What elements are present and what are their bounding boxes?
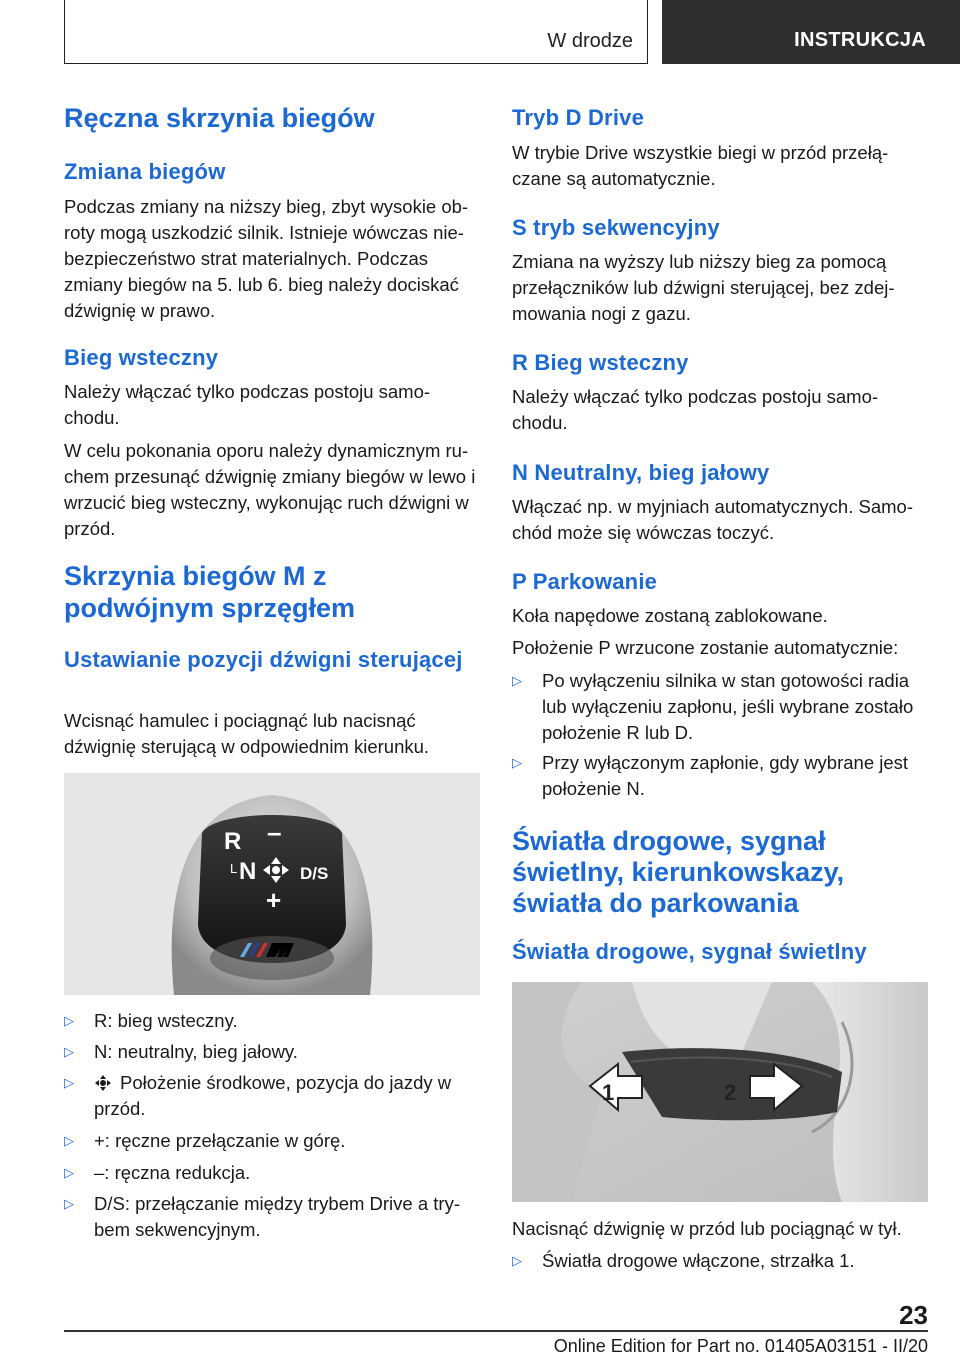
- heading-dct: Skrzynia biegów M z podwójnym sprzęgłem: [64, 561, 356, 623]
- triangle-bullet-icon: ▷: [512, 673, 522, 688]
- header-tab: [662, 0, 960, 64]
- heading-gear-change: Zmiana biegów: [64, 159, 226, 184]
- turn-signal-stalk-image: [512, 982, 928, 1202]
- svg-text:1: 1: [602, 1080, 615, 1105]
- paragraph-park-2: Położenie P wrzucone zostanie automatycznie:: [512, 637, 899, 658]
- header-section-title: W drodze: [547, 30, 633, 52]
- gear-label-ds: D/S: [300, 864, 329, 883]
- heading-r-reverse: R Bieg wsteczny: [512, 350, 689, 375]
- paragraph-sequential-mode: Zmiana na wyższy lub niższy bieg za pomocą przełączników lub dźwigni sterującej, bez zdej-mowania nogi z gazu.: [512, 251, 895, 324]
- edition-note: Online Edition for Part no. 01405A03151 - II/20: [553, 1336, 928, 1356]
- paragraph-drive-mode: W trybie Drive wszystkie biegi w przód przełą-czane są automatycznie.: [512, 142, 889, 189]
- triangle-bullet-icon: ▷: [64, 1075, 74, 1090]
- page-number: 23: [899, 1300, 928, 1330]
- heading-selector-position: Ustawianie pozycji dźwigni sterującej: [64, 647, 463, 672]
- header-section-box: [64, 0, 648, 64]
- gear-label-plus: +: [266, 885, 282, 915]
- svg-text:2: 2: [724, 1080, 737, 1105]
- gear-label-l: L: [230, 861, 238, 876]
- heading-park: P Parkowanie: [512, 569, 658, 594]
- paragraph-high-beam: Nacisnąć dźwignię w przód lub pociągnąć w tył.: [512, 1218, 902, 1239]
- gear-label-n: N: [239, 858, 257, 885]
- heading-manual-gearbox: Ręczna skrzynia biegów: [64, 103, 375, 133]
- heading-high-beam: Światła drogowe, sygnał świetlny: [512, 939, 867, 964]
- triangle-bullet-icon: ▷: [64, 1044, 74, 1059]
- heading-neutral: N Neutralny, bieg jałowy: [512, 460, 770, 485]
- paragraph-reverse-1: Należy włączać tylko podczas postoju samo-chodu.: [64, 381, 431, 428]
- triangle-bullet-icon: ▷: [64, 1165, 74, 1180]
- paragraph-r-reverse: Należy włączać tylko podczas postoju samo-chodu.: [512, 386, 879, 433]
- header-tab-label: INSTRUKCJA: [794, 29, 926, 51]
- triangle-bullet-icon: ▷: [64, 1133, 74, 1148]
- footer-divider: [64, 1330, 928, 1332]
- gear-label-r: R: [224, 828, 242, 855]
- gear-label-minus: –: [267, 817, 282, 847]
- triangle-bullet-icon: ▷: [512, 755, 522, 770]
- heading-sequential-mode: S tryb sekwencyjny: [512, 215, 720, 240]
- paragraph-neutral: Włączać np. w myjniach automatycznych. Samo-chód może się wówczas toczyć.: [512, 496, 913, 543]
- paragraph-reverse-2: W celu pokonania oporu należy dynamicznym ru-chem przesunąć dźwignię zmiany biegów w lewo i wrzucić bieg wsteczny, wykonując ruch dźwigni w przód.: [64, 440, 476, 539]
- paragraph-gear-change: Podczas zmiany na niższy bieg, zbyt wysokie ob-roty mogą uszkodzić silnik. Istnieje wówczas nie-bezpieczeństwo strat materialnych. Podczas zmiany biegów na 5. lub 6. bieg należy dociskać dźwignię w prawo.: [64, 196, 469, 321]
- center-position-icon: [94, 1075, 112, 1091]
- paragraph-park-1: Koła napędowe zostaną zablokowane.: [512, 605, 828, 626]
- triangle-bullet-icon: ▷: [64, 1196, 74, 1211]
- heading-reverse-gear: Bieg wsteczny: [64, 345, 219, 370]
- triangle-bullet-icon: ▷: [512, 1253, 522, 1268]
- heading-drive-mode: Tryb D Drive: [512, 105, 645, 130]
- heading-lights: Światła drogowe, sygnał świetlny, kierunkowskazy, światła do parkowania: [512, 826, 845, 918]
- gear-selector-image: [64, 773, 480, 995]
- paragraph-selector: Wcisnąć hamulec i pociągnąć lub nacisnąć dźwignię sterującą w odpowiednim kierunku.: [64, 710, 430, 757]
- triangle-bullet-icon: ▷: [64, 1013, 74, 1028]
